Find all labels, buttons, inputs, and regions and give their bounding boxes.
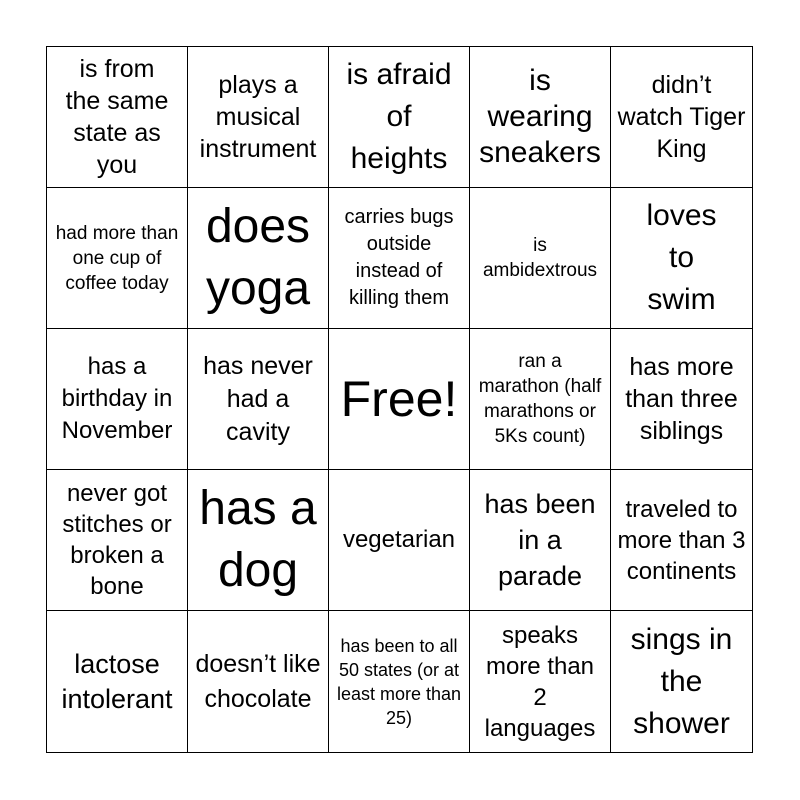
- cell-text: ran a marathon (half marathons or 5Ks count): [478, 351, 602, 447]
- cell-text: doesn’t like chocolate: [195, 649, 321, 713]
- cell-text: has a birthday in November: [61, 353, 173, 444]
- bingo-cell[interactable]: [611, 470, 752, 611]
- bingo-cell[interactable]: [470, 188, 611, 329]
- bingo-cell[interactable]: [470, 47, 611, 188]
- bingo-cell[interactable]: [47, 611, 188, 752]
- cell-text: traveled to more than 3 continents: [617, 495, 746, 585]
- bingo-board: [46, 46, 753, 753]
- cell-text: does yoga: [205, 200, 311, 315]
- cell-text: speaks more than 2 languages: [484, 621, 596, 742]
- bingo-cell[interactable]: [329, 188, 470, 329]
- bingo-cell[interactable]: [47, 470, 188, 611]
- bingo-cell[interactable]: [611, 47, 752, 188]
- cell-text: is ambidextrous: [482, 235, 598, 281]
- bingo-cell[interactable]: [470, 470, 611, 611]
- bingo-cell[interactable]: [47, 329, 188, 470]
- cell-text: didn’t watch Tiger King: [617, 71, 746, 163]
- bingo-cell[interactable]: [470, 611, 611, 752]
- cell-text: carries bugs outside instead of killing them: [344, 206, 454, 309]
- bingo-cell[interactable]: [329, 470, 470, 611]
- bingo-cell[interactable]: [188, 470, 329, 611]
- cell-text: never got stitches or broken a bone: [62, 480, 172, 600]
- cell-text: is from the same state as you: [65, 55, 169, 179]
- cell-text: has more than three siblings: [625, 353, 738, 445]
- bingo-cell[interactable]: [188, 611, 329, 752]
- bingo-cell[interactable]: [329, 611, 470, 752]
- cell-text: has a dog: [199, 482, 317, 597]
- bingo-cell[interactable]: [611, 611, 752, 752]
- bingo-cell[interactable]: [47, 47, 188, 188]
- cell-text: is afraid of heights: [346, 58, 452, 175]
- cell-text: is wearing sneakers: [479, 64, 601, 169]
- bingo-cell[interactable]: [188, 188, 329, 329]
- cell-text: had more than one cup of coffee today: [55, 222, 179, 294]
- free-space[interactable]: [329, 329, 470, 470]
- cell-text: vegetarian: [342, 526, 456, 553]
- bingo-cell[interactable]: [188, 329, 329, 470]
- cell-text: loves to swim: [646, 199, 717, 316]
- cell-text: has been to all 50 states (or at least more than 25): [336, 635, 462, 728]
- cell-text: sings in the shower: [630, 622, 733, 740]
- cell-text: plays a musical instrument: [199, 71, 317, 163]
- bingo-cell[interactable]: [329, 47, 470, 188]
- cell-text: Free!: [340, 371, 458, 427]
- bingo-cell[interactable]: [470, 329, 611, 470]
- cell-text: has never had a cavity: [203, 351, 313, 446]
- cell-text: has been in a parade: [484, 489, 596, 591]
- bingo-cell[interactable]: [188, 47, 329, 188]
- bingo-cell[interactable]: [611, 329, 752, 470]
- bingo-cell[interactable]: [611, 188, 752, 329]
- cell-text: lactose intolerant: [61, 648, 173, 714]
- bingo-cell[interactable]: [47, 188, 188, 329]
